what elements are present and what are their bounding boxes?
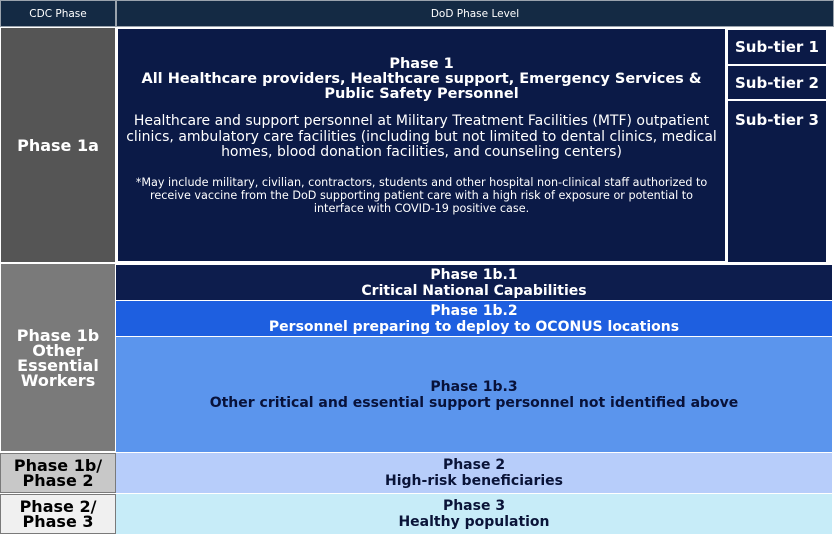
phase-1b2-cell (116, 301, 832, 336)
phase-2-cell (116, 453, 832, 493)
right-gap (827, 27, 834, 263)
subtier-1 (727, 29, 827, 65)
phase-3-title: Phase 3 (442, 498, 506, 514)
phase-1-note: *May include military, civilian, contractors, students and other hospital non-clinical staff authorized to receive vaccine from the DoD supporting patient care with a high risk of exposure or potential to interface with COVID-19 positive case. (135, 176, 708, 215)
cdc-phase-2-cell (0, 453, 116, 493)
phase-1b1-subtitle: Critical National Capabilities (361, 282, 587, 299)
phase-2-title: Phase 2 (442, 457, 506, 473)
subtier-2 (727, 65, 827, 100)
dod-phase-level-header-label: DoD Phase Level (430, 7, 520, 20)
subtier-3 (727, 100, 827, 263)
cdc-phase-header (0, 0, 116, 27)
cdc-phase-1a-cell (0, 27, 116, 263)
cdc-phase-3-cell (0, 494, 116, 534)
cdc-phase-header-label: CDC Phase (29, 7, 87, 20)
phase-1b2-subtitle: Personnel preparing to deploy to OCONUS locations (268, 318, 680, 335)
cdc-phase-1b-label: Phase 1b Other Essential Workers (16, 325, 100, 390)
subtier-3-label: Sub-tier 3 (735, 111, 819, 129)
phase-1-subtitle: All Healthcare providers, Healthcare support, Emergency Services & Public Safety Personnel (141, 71, 702, 102)
phase-1-cell (116, 27, 727, 263)
phase-3-cell (116, 494, 832, 534)
phase-2-subtitle: High-risk beneficiaries (385, 473, 563, 489)
cdc-phase-1a-label: Phase 1a (17, 135, 99, 155)
cdc-phase-2-label: Phase 1b/ Phase 2 (13, 456, 103, 490)
phase-1b1-title: Phase 1b.1 (430, 266, 518, 283)
phase-1-description: Healthcare and support personnel at Military Treatment Facilities (MTF) outpatient clinics, ambulatory care facilities (including but not limited to dental clinics, medical homes, blood donation facilities, and counseling centers) (126, 113, 717, 160)
dod-phase-level-header (116, 0, 834, 27)
phase-1b3-cell (116, 337, 832, 452)
phase-1b2-title: Phase 1b.2 (430, 302, 518, 319)
cdc-phase-3-label: Phase 2/ Phase 3 (19, 497, 97, 531)
phase-1-heading (122, 57, 721, 102)
phase-1-title: Phase 1 (389, 56, 454, 72)
phase-1b1-cell (116, 265, 832, 300)
phase-1b3-subtitle: Other critical and essential support personnel not identified above (209, 394, 739, 411)
subtier-2-label: Sub-tier 2 (735, 73, 819, 92)
phase-3-subtitle: Healthy population (398, 514, 550, 530)
cdc-phase-1b-cell (0, 263, 116, 452)
subtier-1-label: Sub-tier 1 (735, 38, 819, 56)
phase-1b3-title: Phase 1b.3 (430, 378, 518, 395)
